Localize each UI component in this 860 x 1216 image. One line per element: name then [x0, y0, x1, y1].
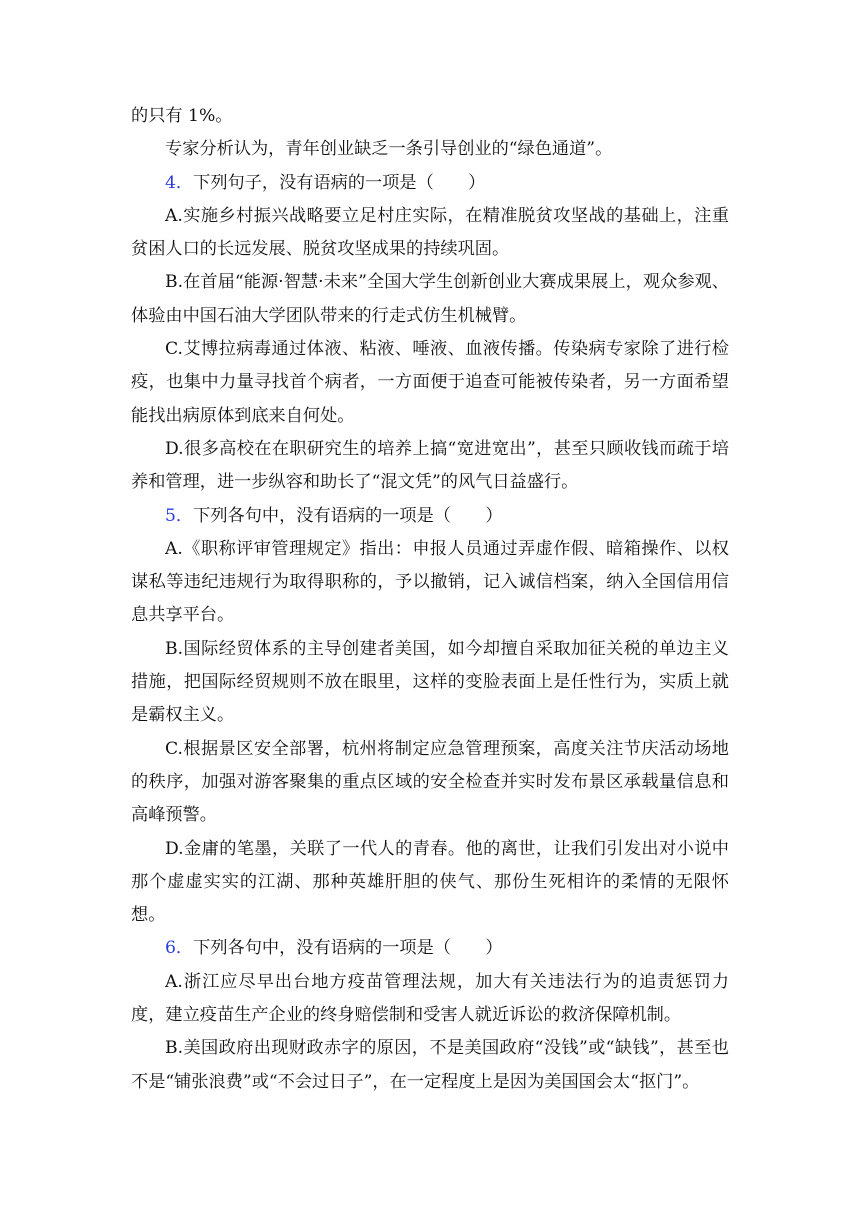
- question-4-number: 4．: [165, 172, 194, 193]
- question-5-option-a: A.《职称评审管理规定》指出：申报人员通过弄虚作假、暗箱操作、以权谋私等违纪违规行为取得职称的，予以撤销，记入诚信档案，纳入全国信用信息共享平台。: [131, 538, 729, 626]
- question-5-option-b: B.国际经贸体系的主导创建者美国，如今却擅自采取加征关税的单边主义措施，把国际经贸规则不放在眼里，这样的变脸表面上是任性行为，实质上就是霸权主义。: [131, 638, 729, 726]
- question-4-option-d: D.很多高校在在职研究生的培养上搞“宽进宽出”，甚至只顾收钱而疏于培养和管理，进一步纵容和助长了“混文凭”的风气日益盛行。: [131, 438, 729, 493]
- question-4-option-b: B.在首届“能源·智慧·未来”全国大学生创新创业大赛成果展上，观众参观、体验由中国石油大学团队带来的行走式仿生机械臂。: [131, 272, 729, 326]
- question-5-text: 下列各句中，没有语病的一项是（ ）: [193, 505, 503, 526]
- paragraph-continuation: 的只有 1%。: [131, 106, 233, 126]
- question-4-text: 下列句子，没有语病的一项是（ ）: [193, 172, 486, 193]
- question-5-stem: [131, 500, 729, 533]
- document-body: [131, 100, 729, 1099]
- paragraph-expert-analysis: 专家分析认为，青年创业缺乏一条引导创业的“绿色通道”。: [165, 139, 613, 160]
- question-5-number: 5．: [165, 505, 194, 526]
- question-6-text: 下列各句中，没有语病的一项是（ ）: [193, 938, 503, 959]
- question-6-stem: [131, 932, 729, 965]
- question-5-option-c: C.根据景区安全部署，杭州将制定应急管理预案，高度关注节庆活动场地的秩序，加强对游客聚集的重点区域的安全检查并实时发布景区承载量信息和高峰预警。: [131, 738, 729, 826]
- question-6-option-b: B.美国政府出现财政赤字的原因，不是美国政府“没钱”或“缺钱”，甚至也不是“铺张浪费”或“不会过日子”，在一定程度上是因为美国国会太“抠门”。: [131, 1038, 729, 1092]
- question-4-stem: [131, 167, 729, 200]
- question-4-option-c: C.艾博拉病毒通过体液、粘液、唾液、血液传播。传染病专家除了进行检疫，也集中力量寻找首个病者，一方面便于追查可能被传染者，另一方面希望能找出病原体到底来自何处。: [131, 339, 729, 426]
- question-6-number: 6．: [165, 938, 194, 959]
- question-5-option-d: D.金庸的笔墨，关联了一代人的青春。他的离世，让我们引发出对小说中那个虚虚实实的江湖、那种英雄肝胆的侠气、那份生死相许的柔情的无限怀想。: [131, 838, 729, 926]
- question-6-option-a: A.浙江应尽早出台地方疫苗管理法规，加大有关违法行为的追责惩罚力度，建立疫苗生产企业的终身赔偿制和受害人就近诉讼的救济保障机制。: [131, 971, 729, 1026]
- question-4-option-a: A.实施乡村振兴战略要立足村庄实际，在精准脱贫攻坚战的基础上，注重贫困人口的长远发展、脱贫攻坚成果的持续巩固。: [131, 205, 729, 260]
